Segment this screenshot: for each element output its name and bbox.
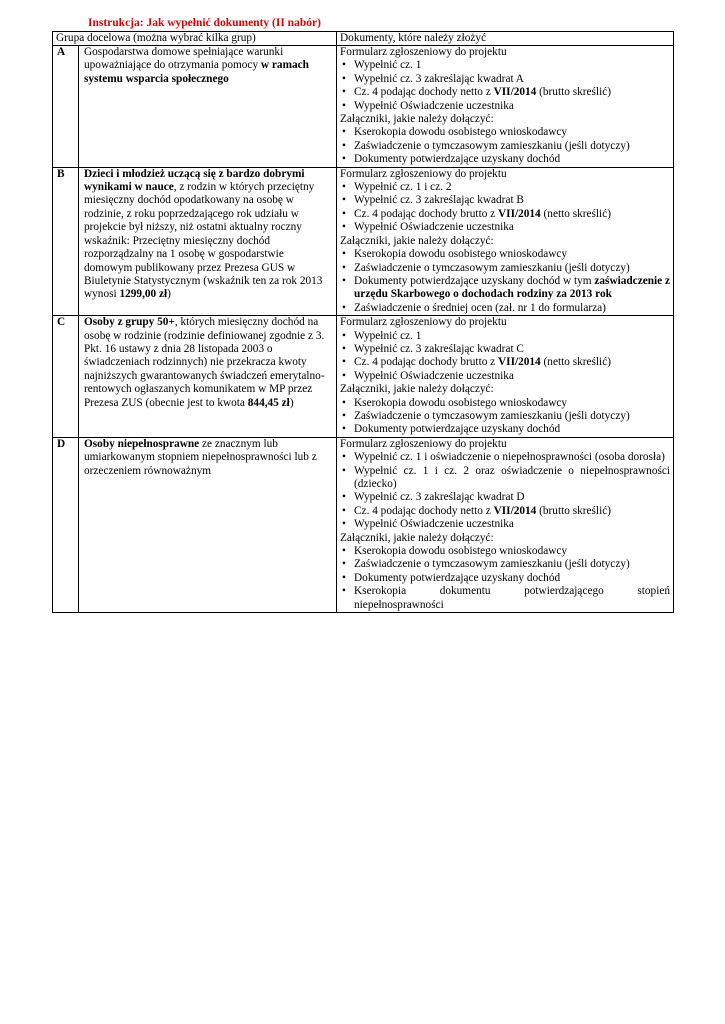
group-description: [79, 46, 337, 168]
header-group-cell: Grupa docelowa (można wybrać kilka grup): [53, 32, 337, 46]
list-item: • Wypełnić cz. 3 zakreślając kwadrat B: [340, 194, 670, 207]
attachments-list: [340, 248, 670, 315]
desc-bold: w ramach systemu wsparcia społecznego: [84, 59, 309, 85]
documents-cell: [337, 437, 674, 612]
list-item: • Wypełnić Oświadczenie uczestnika: [340, 221, 670, 234]
item-text: (netto skreślić): [540, 356, 611, 369]
desc-text: , z rodzin w których przeciętny miesięczny dochód opodatkowany na osobę w rodzinie, z roku poprzedzającego rok udziału w projekcie był niższy, niż ostatni aktualny roczny wskaźnik: Przeciętny miesięczny dochód rozporządzalny na 1 osobę w gospodarstwie domowym publikowany przez Prezesa GUS w Biuletynie Statystycznym (wskaźnik ten za rok 2013 wynosi: [84, 181, 323, 301]
desc-bold: Osoby z grupy 50+: [84, 316, 175, 329]
group-letter: A: [53, 46, 79, 168]
list-item: • Zaświadczenie o tymczasowym zamieszkaniu (jeśli dotyczy): [340, 262, 670, 275]
item-text: Cz. 4 podając dochody netto z: [354, 504, 494, 517]
list-item: • Kserokopia dowodu osobistego wnioskodawcy: [340, 397, 670, 410]
item-text: (brutto skreślić): [536, 86, 611, 99]
header-docs-cell: Dokumenty, które należy złożyć: [337, 32, 674, 46]
desc-text: ): [289, 396, 294, 409]
desc-bold: Dzieci i młodzież uczącą się z bardzo dobrymi wynikami w nauce: [84, 167, 305, 194]
desc-text: ze znacznym lub umiarkowanym stopniem niepełnosprawności lub z orzeczeniem równoważnym: [84, 437, 317, 477]
list-item: • Zaświadczenie o średniej ocen (zał. nr 1 do formularza): [340, 302, 670, 315]
form-heading: Formularz zgłoszeniowy do projektu: [340, 167, 507, 180]
item-text: Cz. 4 podając dochody brutto z: [354, 207, 499, 220]
list-item: • Kserokopia dowodu osobistego wnioskodawcy: [340, 248, 670, 261]
list-item: • Wypełnić cz. 1 i cz. 2: [340, 181, 670, 194]
documents-cell: [337, 167, 674, 315]
list-item: • Wypełnić Oświadczenie uczestnika: [340, 518, 670, 531]
document-page: [52, 16, 672, 613]
list-item: • Wypełnić cz. 3 zakreślając kwadrat A: [340, 73, 670, 86]
item-bold: zaświadczenie z urzędu Skarbowego o dochodach rodziny za 2013 rok: [354, 274, 671, 301]
desc-text: , których miesięczny dochód na osobę w rodzinie (rodzinie definiowanej zgodnie z 3. Pkt. 16 ustawy z dnia 28 listopada 2003 o świadczeniach rodzinnych) nie przekracza kwoty najniższych gwarantowanych świadczeń emerytalno- rentowych ogłaszanych komunikatem w MP przez Prezesa ZUS (obecnie jest to kwota: [84, 316, 325, 409]
list-item: • Kserokopia dokumentu potwierdzającego stopień niepełnosprawności: [340, 585, 670, 612]
list-item: • Dokumenty potwierdzające uzyskany dochód: [340, 153, 670, 166]
form-heading: Formularz zgłoszeniowy do projektu: [340, 46, 507, 58]
list-item: • Wypełnić cz. 3 zakreślając kwadrat D: [340, 491, 670, 504]
list-item: • Kserokopia dowodu osobistego wnioskodawcy: [340, 545, 670, 558]
desc-text: ): [167, 288, 171, 301]
list-item: • Wypełnić cz. 1 i oświadczenie o niepełnosprawności (osoba dorosła): [340, 451, 670, 464]
item-bold: VII/2014: [493, 504, 537, 517]
list-item: [340, 86, 670, 99]
item-text: (brutto skreślić): [536, 504, 611, 517]
list-item: • Wypełnić cz. 1: [340, 59, 670, 72]
list-item: • Wypełnić cz. 1 i cz. 2 oraz oświadczenie o niepełnosprawności (dziecko): [340, 465, 670, 492]
list-item: • Zaświadczenie o tymczasowym zamieszkaniu (jeśli dotyczy): [340, 410, 670, 423]
list-item: • Zaświadczenie o tymczasowym zamieszkaniu (jeśli dotyczy): [340, 140, 670, 153]
item-text: Cz. 4 podając dochody brutto z: [354, 356, 499, 369]
document-title: Instrukcja: Jak wypełnić dokumenty (II nabór): [88, 17, 321, 29]
attachments-list: [340, 545, 670, 612]
list-item: • Kserokopia dowodu osobistego wnioskodawcy: [340, 126, 670, 139]
group-letter: D: [53, 437, 79, 612]
attachments-list: [340, 126, 670, 166]
group-letter: B: [53, 167, 79, 315]
form-list: [340, 451, 670, 531]
group-description: [79, 167, 337, 315]
table-row-a: [53, 46, 674, 168]
attachments-list: [340, 397, 670, 437]
item-text: Cz. 4 podając dochody netto z: [354, 86, 494, 99]
item-text: Dokumenty potwierdzające uzyskany dochód w tym: [354, 274, 595, 287]
list-item: • Wypełnić cz. 1: [340, 330, 670, 343]
list-item: • Zaświadczenie o tymczasowym zamieszkaniu (jeśli dotyczy): [340, 558, 670, 571]
desc-text: Gospodarstwa domowe spełniające warunki upoważniające do otrzymania pomocy: [84, 46, 284, 72]
desc-bold: Osoby niepełnosprawne: [84, 437, 200, 450]
attachments-heading: Załączniki, jakie należy dołączyć:: [340, 383, 494, 396]
group-description: [79, 437, 337, 612]
form-list: [340, 181, 670, 235]
form-list: [340, 59, 670, 113]
instruction-table: [52, 31, 674, 613]
table-header-row: [53, 32, 674, 46]
item-bold: VII/2014: [498, 207, 541, 220]
documents-cell: [337, 46, 674, 168]
table-row-d: [53, 437, 674, 612]
form-heading: Formularz zgłoszeniowy do projektu: [340, 316, 507, 329]
table-row-b: [53, 167, 674, 315]
item-bold: VII/2014: [493, 86, 537, 99]
group-letter: C: [53, 316, 79, 438]
form-list: [340, 330, 670, 384]
item-text: (netto skreślić): [540, 207, 611, 220]
item-bold: VII/2014: [498, 356, 541, 369]
table-row-c: [53, 316, 674, 438]
attachments-heading: Załączniki, jakie należy dołączyć:: [340, 113, 494, 126]
attachments-heading: Załączniki, jakie należy dołączyć:: [340, 531, 494, 544]
desc-bold: 844,45 zł: [247, 396, 290, 409]
desc-bold: 1299,00 zł: [119, 288, 168, 301]
list-item: [340, 208, 670, 221]
attachments-heading: Załączniki, jakie należy dołączyć:: [340, 234, 494, 247]
list-item: [340, 505, 670, 518]
list-item: • Wypełnić cz. 3 zakreślając kwadrat C: [340, 343, 670, 356]
list-item: • Dokumenty potwierdzające uzyskany dochód: [340, 572, 670, 585]
list-item: • Wypełnić Oświadczenie uczestnika: [340, 370, 670, 383]
list-item: • Dokumenty potwierdzające uzyskany dochód: [340, 423, 670, 436]
list-item: [340, 356, 670, 369]
form-heading: Formularz zgłoszeniowy do projektu: [340, 437, 507, 450]
list-item: • Wypełnić Oświadczenie uczestnika: [340, 100, 670, 113]
documents-cell: [337, 316, 674, 438]
list-item: [340, 275, 670, 302]
group-description: [79, 316, 337, 438]
